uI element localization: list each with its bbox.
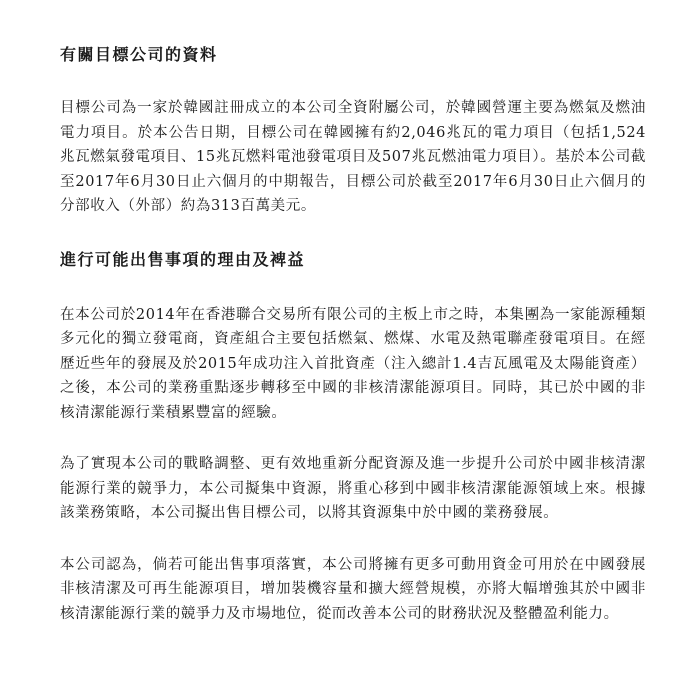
section-heading-target-company: 有關目標公司的資料 xyxy=(60,45,218,64)
document-page xyxy=(60,44,646,626)
paragraph-reasons-2: 為了實現本公司的戰略調整、更有效地重新分配資源及進一步提升公司於中國非核清潔能源行業的競爭力，本公司擬集中資源，將重心移到中國非核清潔能源領域上來。根據該業務策略，本公司擬出售目標公司，以將其資源集中於中國的業務發展。 xyxy=(60,456,646,521)
paragraph-reasons-1: 在本公司於2014年在香港聯合交易所有限公司的主板上市之時，本集團為一家能源種類多元化的獨立發電商，資產組合主要包括燃氣、燃煤、水電及熱電聯產發電項目。在經歷近些年的發展及於2015年成功注入首批資產（注入總計1.4吉瓦風電及太陽能資產）之後，本公司的業務重點逐步轉移至中國的非核清潔能源項目。同時，其已於中國的非核清潔能源行業積累豐富的經驗。 xyxy=(60,306,646,421)
paragraph-target-company-info: 目標公司為一家於韓國註冊成立的本公司全資附屬公司，於韓國營運主要為燃氣及燃油電力項目。於本公告日期，目標公司在韓國擁有約2,046兆瓦的電力項目（包括1,524兆瓦燃氣發電項目、15兆瓦燃料電池發電項目及507兆瓦燃油電力項目）。基於本公司截至2017年6月30日止六個月的中期報告，目標公司於截至2017年6月30日止六個月的分部收入（外部）約為313百萬美元。 xyxy=(60,100,646,214)
section-heading-reasons-benefits: 進行可能出售事項的理由及裨益 xyxy=(60,249,306,269)
paragraph-reasons-3: 本公司認為，倘若可能出售事項落實，本公司將擁有更多可動用資金可用於在中國發展非核清潔及可再生能源項目，增加裝機容量和擴大經營規模，亦將大幅增強其於中國非核清潔能源行業的競爭力及市場地位，從而改善本公司的財務狀況及整體盈利能力。 xyxy=(60,556,646,622)
